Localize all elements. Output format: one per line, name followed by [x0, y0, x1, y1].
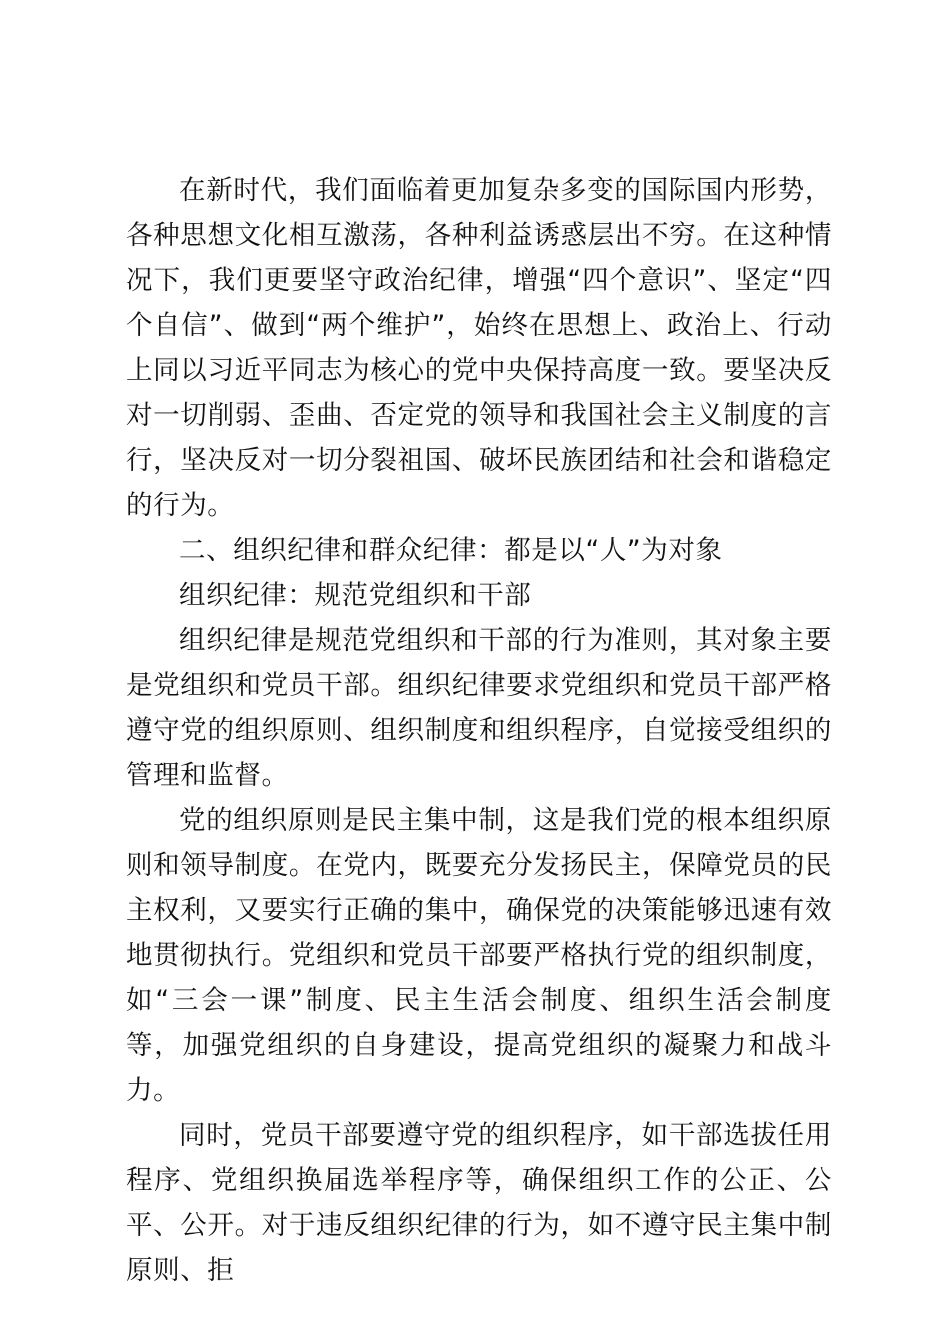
paragraph-democratic-centralism: 党的组织原则是民主集中制，这是我们党的根本组织原则和领导制度。在党内，既要充分发扬民主，保障党员的民主权利，又要实行正确的集中，确保党的决策能够迅速有效地贯彻执行。党组织和党员干部要严格执行党的组织制度，如“三会一课”制度、民主生活会制度、组织生活会制度等，加强党组织的自身建设，提高党组织的凝聚力和战斗力。 — [126, 805, 832, 1106]
paragraph-organization-procedure: 同时，党员干部要遵守党的组织程序，如干部选拔任用程序、党组织换届选举程序等，确保组织工作的公正、公平、公开。对于违反组织纪律的行为，如不遵守民主集中制原则、拒 — [126, 1120, 832, 1286]
paragraph-political-discipline: 在新时代，我们面临着更加复杂多变的国际国内形势，各种思想文化相互激荡，各种利益诱惑层出不穷。在这种情况下，我们更要坚守政治纪律，增强“四个意识”、坚定“四个自信”、做到“两个维护”，始终在思想上、政治上、行动上同以习近平同志为核心的党中央保持高度一致。要坚决反对一切削弱、歪曲、否定党的领导和我国社会主义制度的言行，坚决反对一切分裂祖国、破坏民族团结和社会和谐稳定的行为。 — [126, 175, 832, 521]
section-heading: 二、组织纪律和群众纪律：都是以“人”为对象 — [179, 535, 723, 566]
paragraph-organization-discipline: 组织纪律是规范党组织和干部的行为准则，其对象主要是党组织和党员干部。组织纪律要求党组织和党员干部严格遵守党的组织原则、组织制度和组织程序，自觉接受组织的管理和监督。 — [126, 625, 832, 791]
subheading: 组织纪律：规范党组织和干部 — [179, 580, 532, 611]
document-body — [126, 168, 832, 1293]
